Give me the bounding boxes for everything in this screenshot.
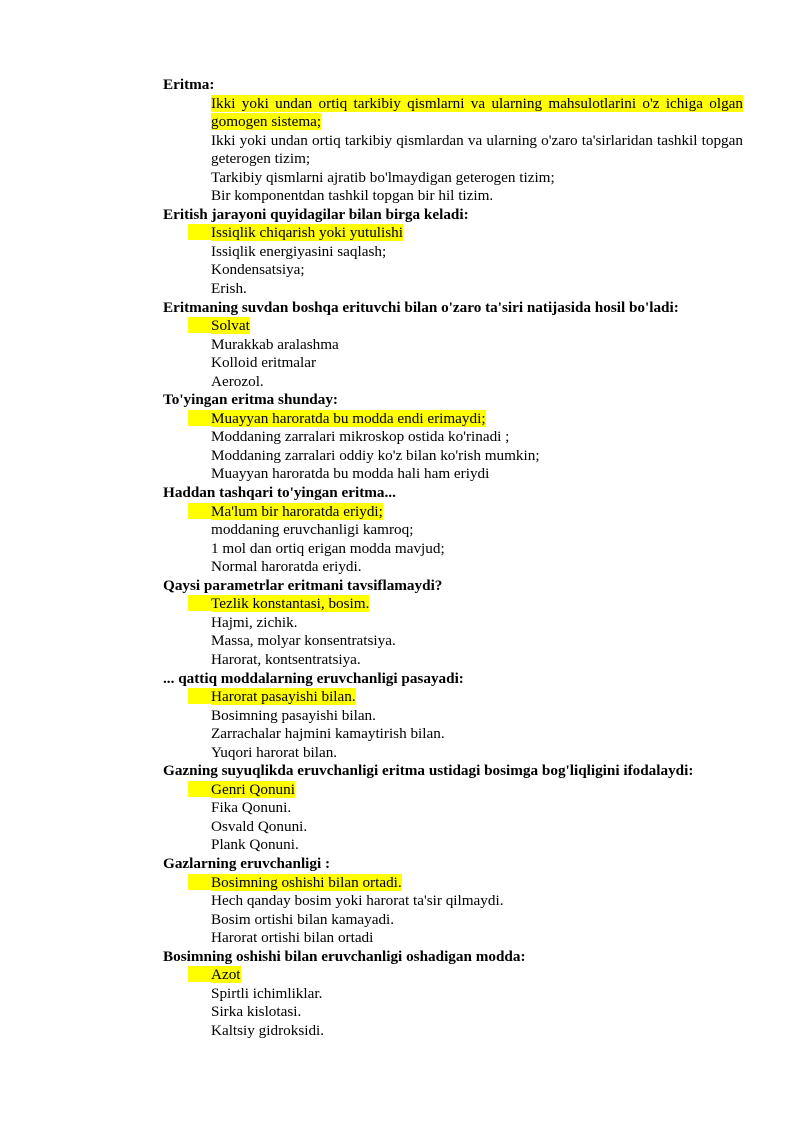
answer-option: Normal haroratda eriydi. xyxy=(211,558,362,576)
answer-option: Hajmi, zichik. xyxy=(211,613,298,631)
question-block xyxy=(163,484,743,577)
highlighted-answer: Muayyan haroratda bu modda endi erimaydi; xyxy=(211,409,486,427)
answer-option: Massa, molyar konsentratsiya. xyxy=(211,632,396,650)
question-block xyxy=(163,206,743,299)
question-block xyxy=(163,299,743,392)
answer-option: Fika Qonuni. xyxy=(211,799,292,817)
highlighted-answer: Ikki yoki undan ortiq tarkibiy qismlarni va ularning mahsulotlarini o'z ichiga olgan gomogen sistema; xyxy=(211,94,743,131)
answer-correct xyxy=(163,503,743,522)
question-text: Bosimning oshishi bilan eruvchanligi oshadigan modda: xyxy=(163,947,526,965)
answer-option: Moddaning zarralari mikroskop ostida ko'rinadi ; xyxy=(211,428,510,446)
highlight-indent xyxy=(188,503,211,519)
answer-option: Muayyan haroratda bu modda hali ham eriydi xyxy=(211,465,490,483)
highlight-indent xyxy=(188,410,211,426)
highlighted-answer: Issiqlik chiqarish yoki yutulishi xyxy=(211,224,403,242)
question-text: Qaysi parametrlar eritmani tavsiflamaydi? xyxy=(163,576,443,594)
question-text: Eritish jarayoni quyidagilar bilan birga keladi: xyxy=(163,205,469,223)
highlight-indent xyxy=(188,595,211,611)
answer-option: Zarrachalar hajmini kamaytirish bilan. xyxy=(211,725,445,743)
answer-option: Ikki yoki undan ortiq tarkibiy qismlardan va ularning o'zaro ta'sirlaridan tashkil topgan geterogen tizim; xyxy=(211,131,743,168)
answer-option: Harorat, kontsentratsiya. xyxy=(211,650,361,668)
highlighted-answer: Bosimning oshishi bilan ortadi. xyxy=(211,873,402,891)
question-block xyxy=(163,670,743,763)
answer-option: Spirtli ichimliklar. xyxy=(211,984,323,1002)
quiz-content xyxy=(163,76,743,1040)
answer-option: 1 mol dan ortiq erigan modda mavjud; xyxy=(211,539,445,557)
question-block xyxy=(163,391,743,484)
question-text: To'yingan eritma shunday: xyxy=(163,391,338,409)
highlight-indent xyxy=(188,224,211,240)
answer-option: Bosimning pasayishi bilan. xyxy=(211,706,376,724)
highlighted-answer: Solvat xyxy=(211,317,250,335)
question-text: Gazning suyuqlikda eruvchanligi eritma ustidagi bosimga bog'liqligini ifodalaydi: xyxy=(163,762,694,780)
answer-option: Bosim ortishi bilan kamayadi. xyxy=(211,910,395,928)
question-text: ... qattiq moddalarning eruvchanligi pasayadi: xyxy=(163,669,464,687)
highlight-indent xyxy=(188,688,211,704)
answer-option: Kondensatsiya; xyxy=(211,261,305,279)
answer-option: Yuqori harorat bilan. xyxy=(211,743,338,761)
answer-option: Kaltsiy gidroksidi. xyxy=(211,1021,325,1039)
highlighted-answer: Tezlik konstantasi, bosim. xyxy=(211,595,370,613)
answer-option: Hech qanday bosim yoki harorat ta'sir qilmaydi. xyxy=(211,892,504,910)
answer-correct xyxy=(163,410,743,429)
highlight-indent xyxy=(188,781,211,797)
question-block xyxy=(163,948,743,1041)
answer-option: Osvald Qonuni. xyxy=(211,817,308,835)
highlighted-answer: Azot xyxy=(211,966,241,984)
answer-option: Bir komponentdan tashkil topgan bir hil tizim. xyxy=(211,187,494,205)
answer-option: Kolloid eritmalar xyxy=(211,354,317,372)
highlight-indent xyxy=(188,874,211,890)
highlight-indent xyxy=(188,317,211,333)
answer-option: Sirka kislotasi. xyxy=(211,1003,302,1021)
answer-correct xyxy=(163,781,743,800)
answer-correct xyxy=(163,95,743,132)
question-block xyxy=(163,76,743,206)
answer-option: Harorat ortishi bilan ortadi xyxy=(211,929,374,947)
highlighted-answer: Harorat pasayishi bilan. xyxy=(211,688,356,706)
answer-option: Moddaning zarralari oddiy ko'z bilan ko'rish mumkin; xyxy=(211,446,540,464)
answer-correct xyxy=(163,224,743,243)
question-block xyxy=(163,855,743,948)
highlight-indent xyxy=(188,966,211,982)
answer-option: Issiqlik energiyasini saqlash; xyxy=(211,242,387,260)
answer-correct xyxy=(163,688,743,707)
answer-option: Murakkab aralashma xyxy=(211,335,339,353)
highlighted-answer: Genri Qonuni xyxy=(211,780,295,798)
answer-correct xyxy=(163,317,743,336)
answer-correct xyxy=(163,595,743,614)
answer-option: Aerozol. xyxy=(211,372,264,390)
question-block xyxy=(163,577,743,670)
highlighted-answer: Ma'lum bir haroratda eriydi; xyxy=(211,502,383,520)
question-text: Eritma: xyxy=(163,76,215,93)
question-text: Gazlarning eruvchanligi : xyxy=(163,854,331,872)
answer-option: Tarkibiy qismlarni ajratib bo'lmaydigan geterogen tizim; xyxy=(211,168,555,186)
question-block xyxy=(163,762,743,855)
question-text: Eritmaning suvdan boshqa erituvchi bilan o'zaro ta'siri natijasida hosil bo'ladi: xyxy=(163,298,679,316)
answer-option: Plank Qonuni. xyxy=(211,836,299,854)
answer-correct xyxy=(163,966,743,985)
answer-option: moddaning eruvchanligi kamroq; xyxy=(211,521,414,539)
question-text: Haddan tashqari to'yingan eritma... xyxy=(163,484,396,502)
answer-option: Erish. xyxy=(211,280,247,298)
answer-correct xyxy=(163,874,743,893)
